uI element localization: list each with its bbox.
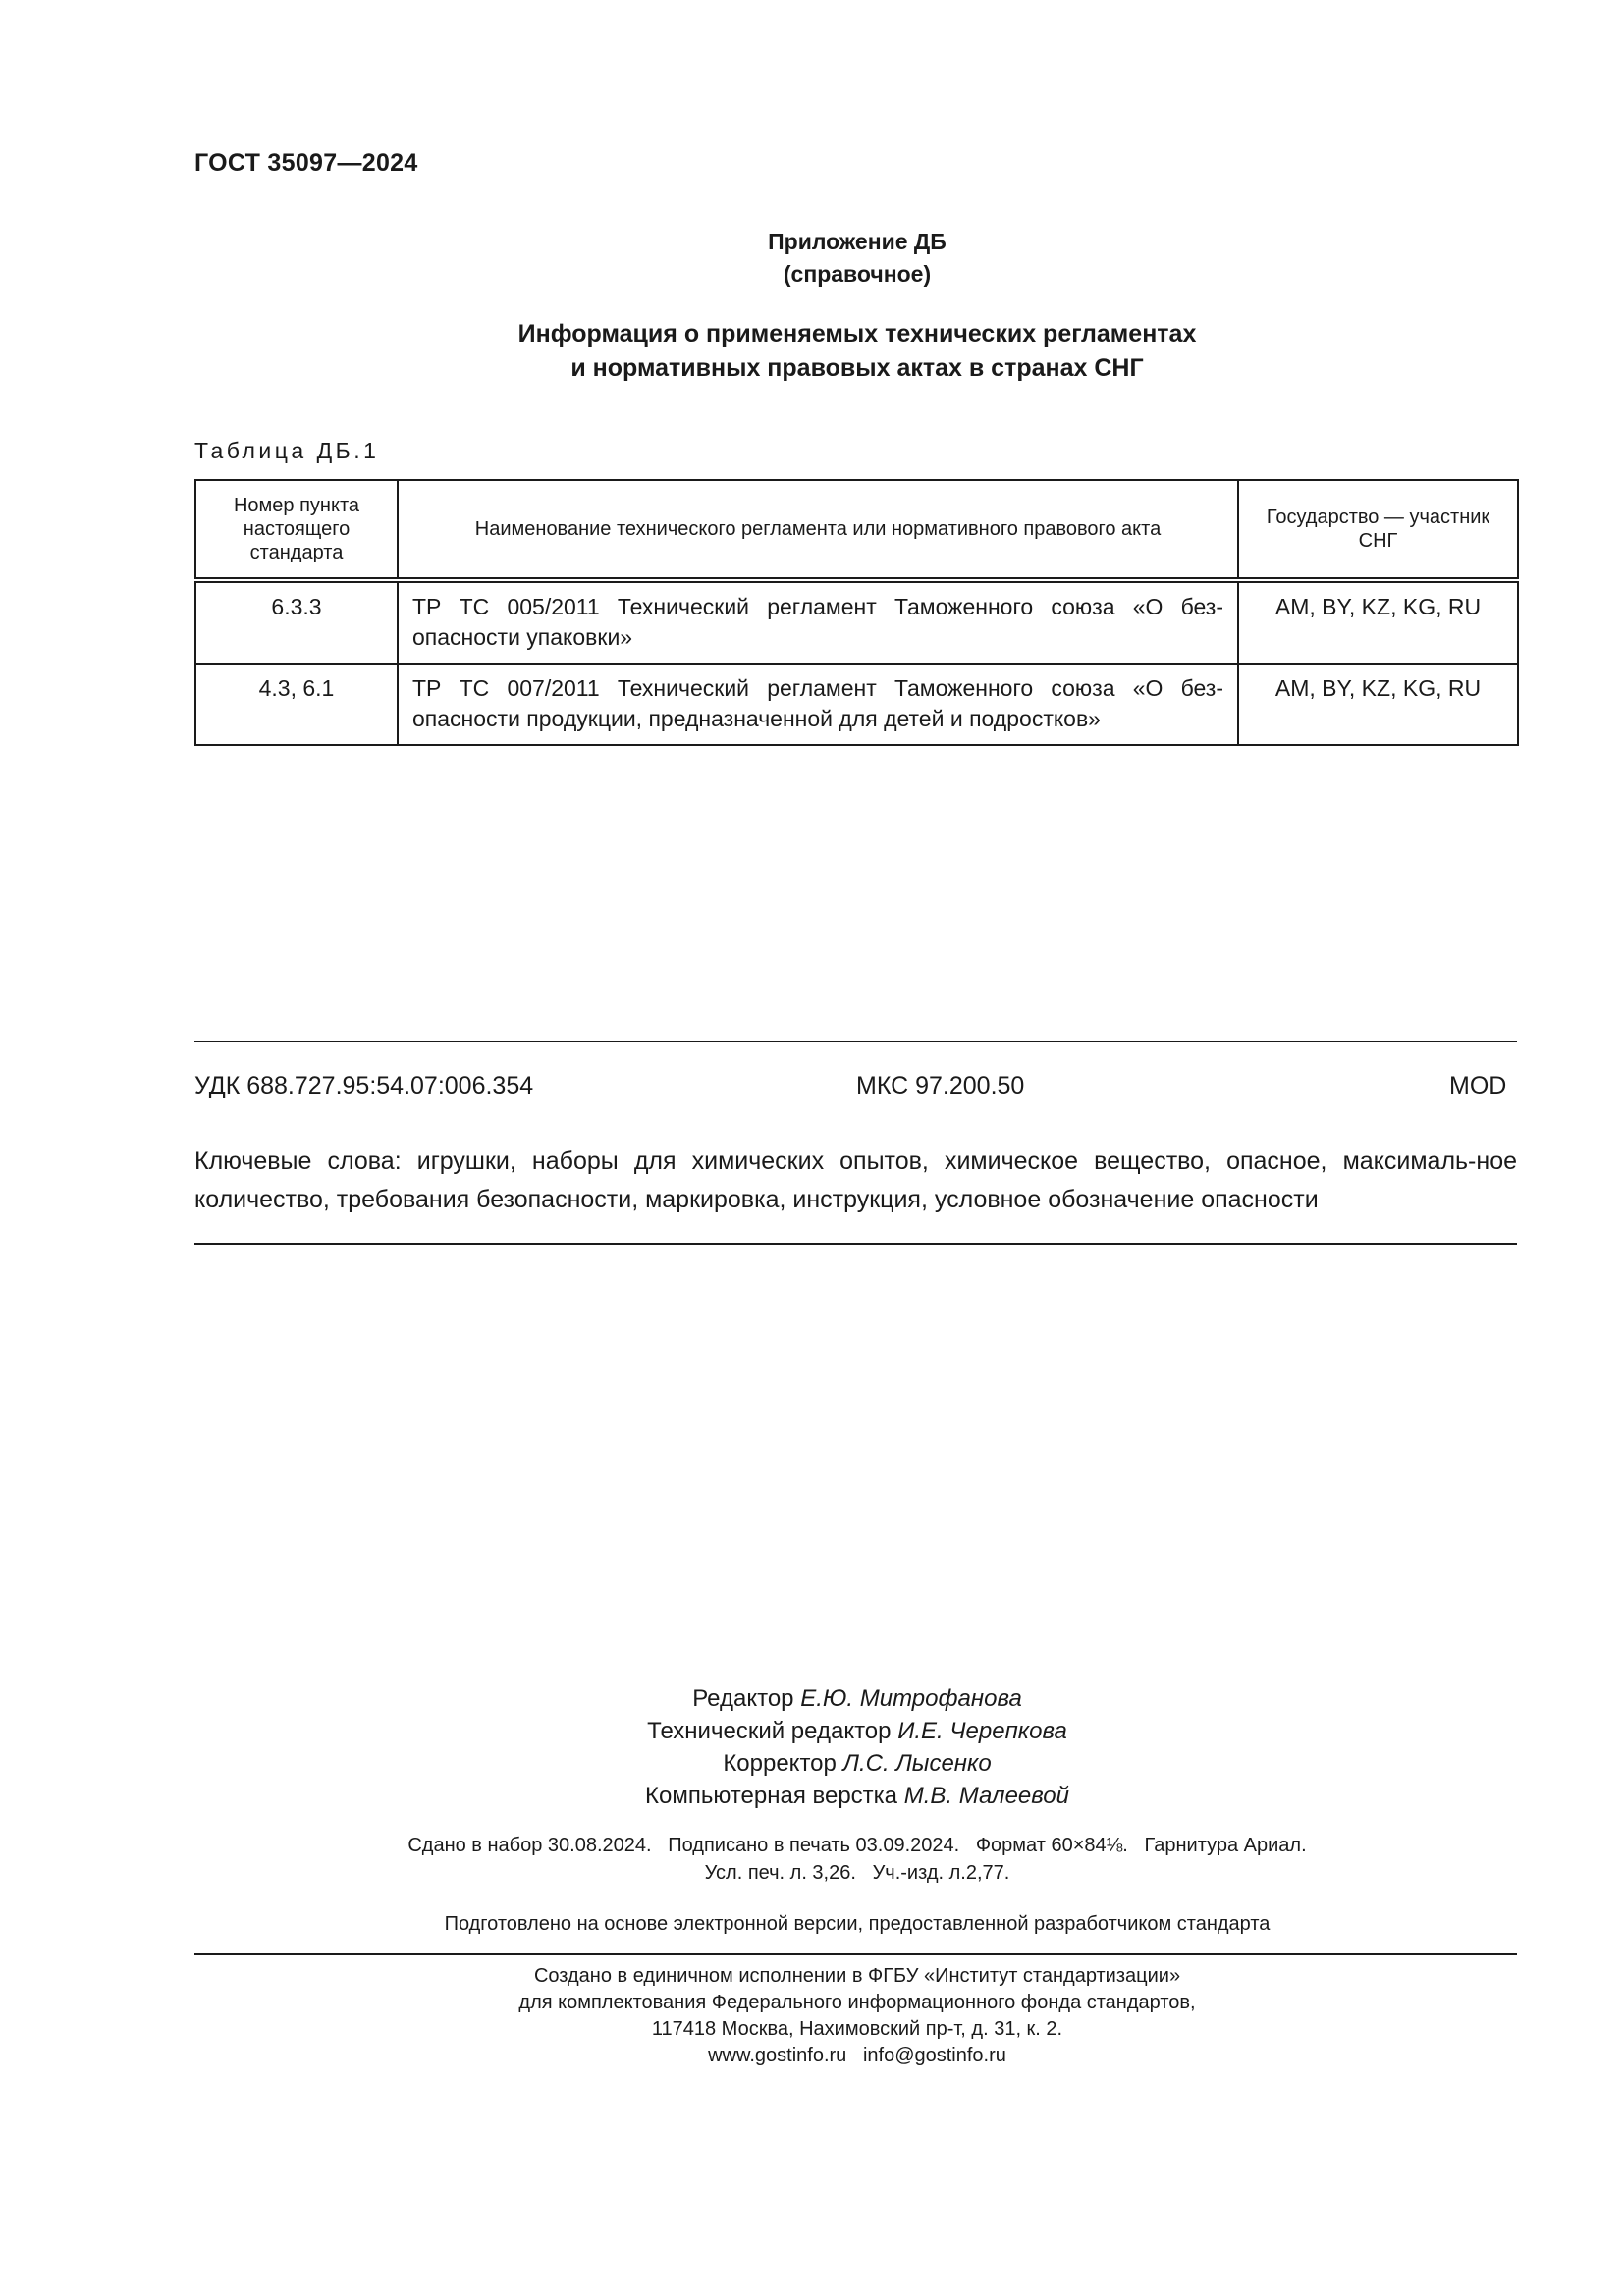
credit-role: Корректор: [723, 1750, 837, 1777]
print-info-line2: Усл. печ. л. 3,26. Уч.-изд. л.2,77.: [704, 1862, 1010, 1884]
publisher-line1: Создано в единичном исполнении в ФГБУ «Институт стандартизации»: [533, 1965, 1181, 1987]
print-info: [194, 1832, 1520, 1887]
publisher-line2: для комплектования Федерального информационного фонда стандартов,: [518, 1992, 1196, 2013]
credit-proofreader: [194, 1747, 1520, 1780]
credit-role: Технический редактор: [647, 1718, 892, 1744]
row-clause: 4.3, 6.1: [195, 664, 398, 745]
credit-name: Л.С. Лысенко: [842, 1750, 992, 1777]
publisher-line3: 117418 Москва, Нахимовский пр-т, д. 31, к. 2.: [651, 2018, 1063, 2040]
credits-block: [194, 1682, 1520, 1812]
row-clause: 6.3.3: [195, 580, 398, 664]
credit-name: Е.Ю. Митрофанова: [800, 1685, 1022, 1712]
annex-heading: [194, 317, 1520, 386]
table-row: [195, 580, 1518, 664]
credit-editor: [194, 1682, 1520, 1715]
header-state: Государство — участник СНГ: [1238, 480, 1518, 580]
annex-heading-line1: Информация о применяемых технических регламентах: [517, 320, 1197, 347]
header-regulation-name: Наименование технического регламента или нормативного правового акта: [398, 480, 1238, 580]
annex-title: Приложение ДБ: [768, 229, 947, 254]
document-code: ГОСТ 35097—2024: [194, 149, 418, 177]
row-states: AM, BY, KZ, KG, RU: [1238, 580, 1518, 664]
modification-mark: MOD: [1449, 1072, 1507, 1099]
annex-heading-line2: и нормативных правовых актах в странах СНГ: [570, 354, 1144, 382]
table-row: [195, 664, 1518, 745]
table-header-row: [195, 480, 1518, 580]
publisher-links: www.gostinfo.ru info@gostinfo.ru: [708, 2045, 1006, 2066]
regulations-table: [194, 479, 1519, 746]
table-caption: Таблица ДБ.1: [194, 438, 380, 463]
credit-tech-editor: [194, 1715, 1520, 1747]
row-states: AM, BY, KZ, KG, RU: [1238, 664, 1518, 745]
credit-role: Редактор: [692, 1685, 794, 1712]
row-regulation: ТР ТС 005/2011 Технический регламент Таможенного союза «О без-опасности упаковки»: [398, 580, 1238, 664]
annex-title-block: [194, 226, 1520, 291]
credit-layout: [194, 1780, 1520, 1812]
divider: [194, 1953, 1517, 1955]
mks-code: МКС 97.200.50: [856, 1072, 1025, 1099]
divider: [194, 1243, 1517, 1245]
prepared-note: Подготовлено на основе электронной версии, предоставленной разработчиком стандарта: [444, 1913, 1271, 1935]
row-regulation: ТР ТС 007/2011 Технический регламент Таможенного союза «О без-опасности продукции, предназначенной для детей и подростков»: [398, 664, 1238, 745]
credit-name: М.В. Малеевой: [903, 1783, 1069, 1809]
annex-status: (справочное): [783, 261, 932, 287]
credit-name: И.Е. Черепкова: [897, 1718, 1067, 1744]
credit-role: Компьютерная верстка: [645, 1783, 898, 1809]
print-info-line1: Сдано в набор 30.08.2024. Подписано в печать 03.09.2024. Формат 60×84⅛. Гарнитура Ариал.: [407, 1835, 1307, 1856]
divider: [194, 1041, 1517, 1042]
header-clause-number: Номер пункта настоящего стандарта: [195, 480, 398, 580]
publisher-info: [194, 1963, 1520, 2069]
keywords: Ключевые слова: игрушки, наборы для химических опытов, химическое вещество, опасное, максималь-ное количество, требования безопасности, маркировка, инструкция, условное обозначение опасности: [194, 1148, 1517, 1213]
udk-code: УДК 688.727.95:54.07:006.354: [194, 1072, 534, 1099]
